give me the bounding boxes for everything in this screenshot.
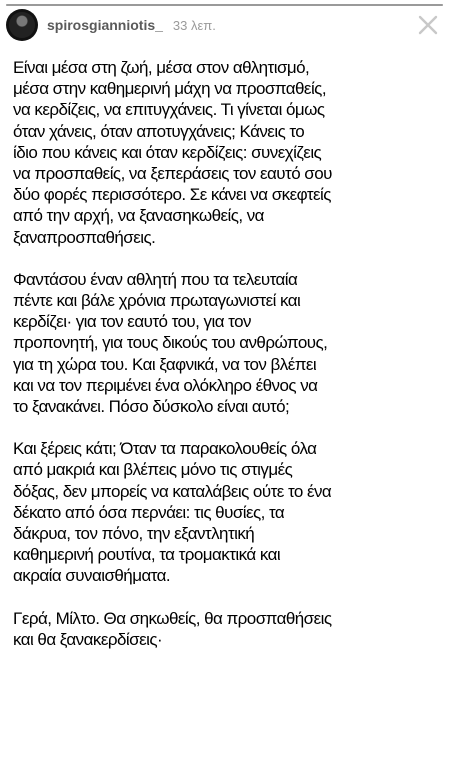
post-paragraph xyxy=(13,608,443,650)
story-progress-fill xyxy=(6,4,443,6)
avatar-image xyxy=(9,12,35,38)
post-line: δάκρυα, τον πόνο, την εξαντλητική xyxy=(13,524,255,544)
post-line: από την αρχή, να ξανασηκωθείς, να xyxy=(13,206,264,226)
username[interactable]: spirosgianniotis_ xyxy=(47,17,163,33)
story-header xyxy=(6,8,441,42)
post-paragraph xyxy=(13,269,443,417)
post-line: για τη χώρα του. Και ξαφνικά, να τον βλέπει xyxy=(13,354,317,374)
post-paragraph xyxy=(13,438,443,586)
post-line: δέκατο από όσα περνάει: τις θυσίες, τα xyxy=(13,502,285,522)
post-line: το ξανακάνει. Πόσο δύσκολο είναι αυτό; xyxy=(13,397,290,417)
post-line: ίδιο που κάνεις και όταν κερδίζεις: συνεχίζεις xyxy=(13,142,322,162)
post-line: και θα ξανακερδίσεις· xyxy=(13,629,163,649)
post-paragraph xyxy=(13,57,443,248)
post-line: καθημερινή ρουτίνα, τα τρομακτικά και xyxy=(13,545,281,565)
post-text xyxy=(13,57,443,671)
post-line: Και ξέρεις κάτι; Όταν τα παρακολουθείς όλα xyxy=(13,439,317,459)
close-button[interactable] xyxy=(415,12,441,38)
post-line: Είναι μέσα στη ζωή, μέσα στον αθλητισμό, xyxy=(13,58,310,77)
post-line: Φαντάσου έναν αθλητή που τα τελευταία xyxy=(13,269,298,289)
story-progress-bar xyxy=(6,4,443,6)
post-line: πέντε και βάλε χρόνια πρωταγωνιστεί και xyxy=(13,291,301,311)
post-line: όταν χάνεις, όταν αποτυγχάνεις; Κάνεις το xyxy=(13,121,305,141)
post-line: μέσα στην καθημερινή μάχη να προσπαθείς, xyxy=(13,79,326,99)
post-line: προπονητή, για τους δικούς του ανθρώπους, xyxy=(13,333,328,353)
post-line: ξαναπροσπαθήσεις. xyxy=(13,227,156,247)
post-line: κερδίζει· για τον εαυτό του, για τον xyxy=(13,312,251,332)
close-icon xyxy=(417,14,439,36)
post-line: να κερδίζεις, να επιτυγχάνεις. Τι γίνεται όμως xyxy=(13,100,325,120)
post-line: δόξας, δεν μπορείς να καταλάβεις ούτε το ένα xyxy=(13,481,332,501)
post-line: Γερά, Μίλτο. Θα σηκωθείς, θα προσπαθήσεις xyxy=(13,608,332,628)
post-line: δύο φορές περισσότερο. Σε κάνει να σκεφτείς xyxy=(13,185,331,205)
avatar[interactable] xyxy=(6,9,38,41)
post-line: ακραία συναισθήματα. xyxy=(13,566,171,586)
post-line: από μακριά και βλέπεις μόνο τις στιγμές xyxy=(13,460,293,480)
post-line: να προσπαθείς, να ξεπεράσεις τον εαυτό σου xyxy=(13,164,332,184)
post-time: 33 λεπ. xyxy=(172,17,216,33)
post-line: και να τον περιμένει ένα ολόκληρο έθνος να xyxy=(13,375,318,395)
